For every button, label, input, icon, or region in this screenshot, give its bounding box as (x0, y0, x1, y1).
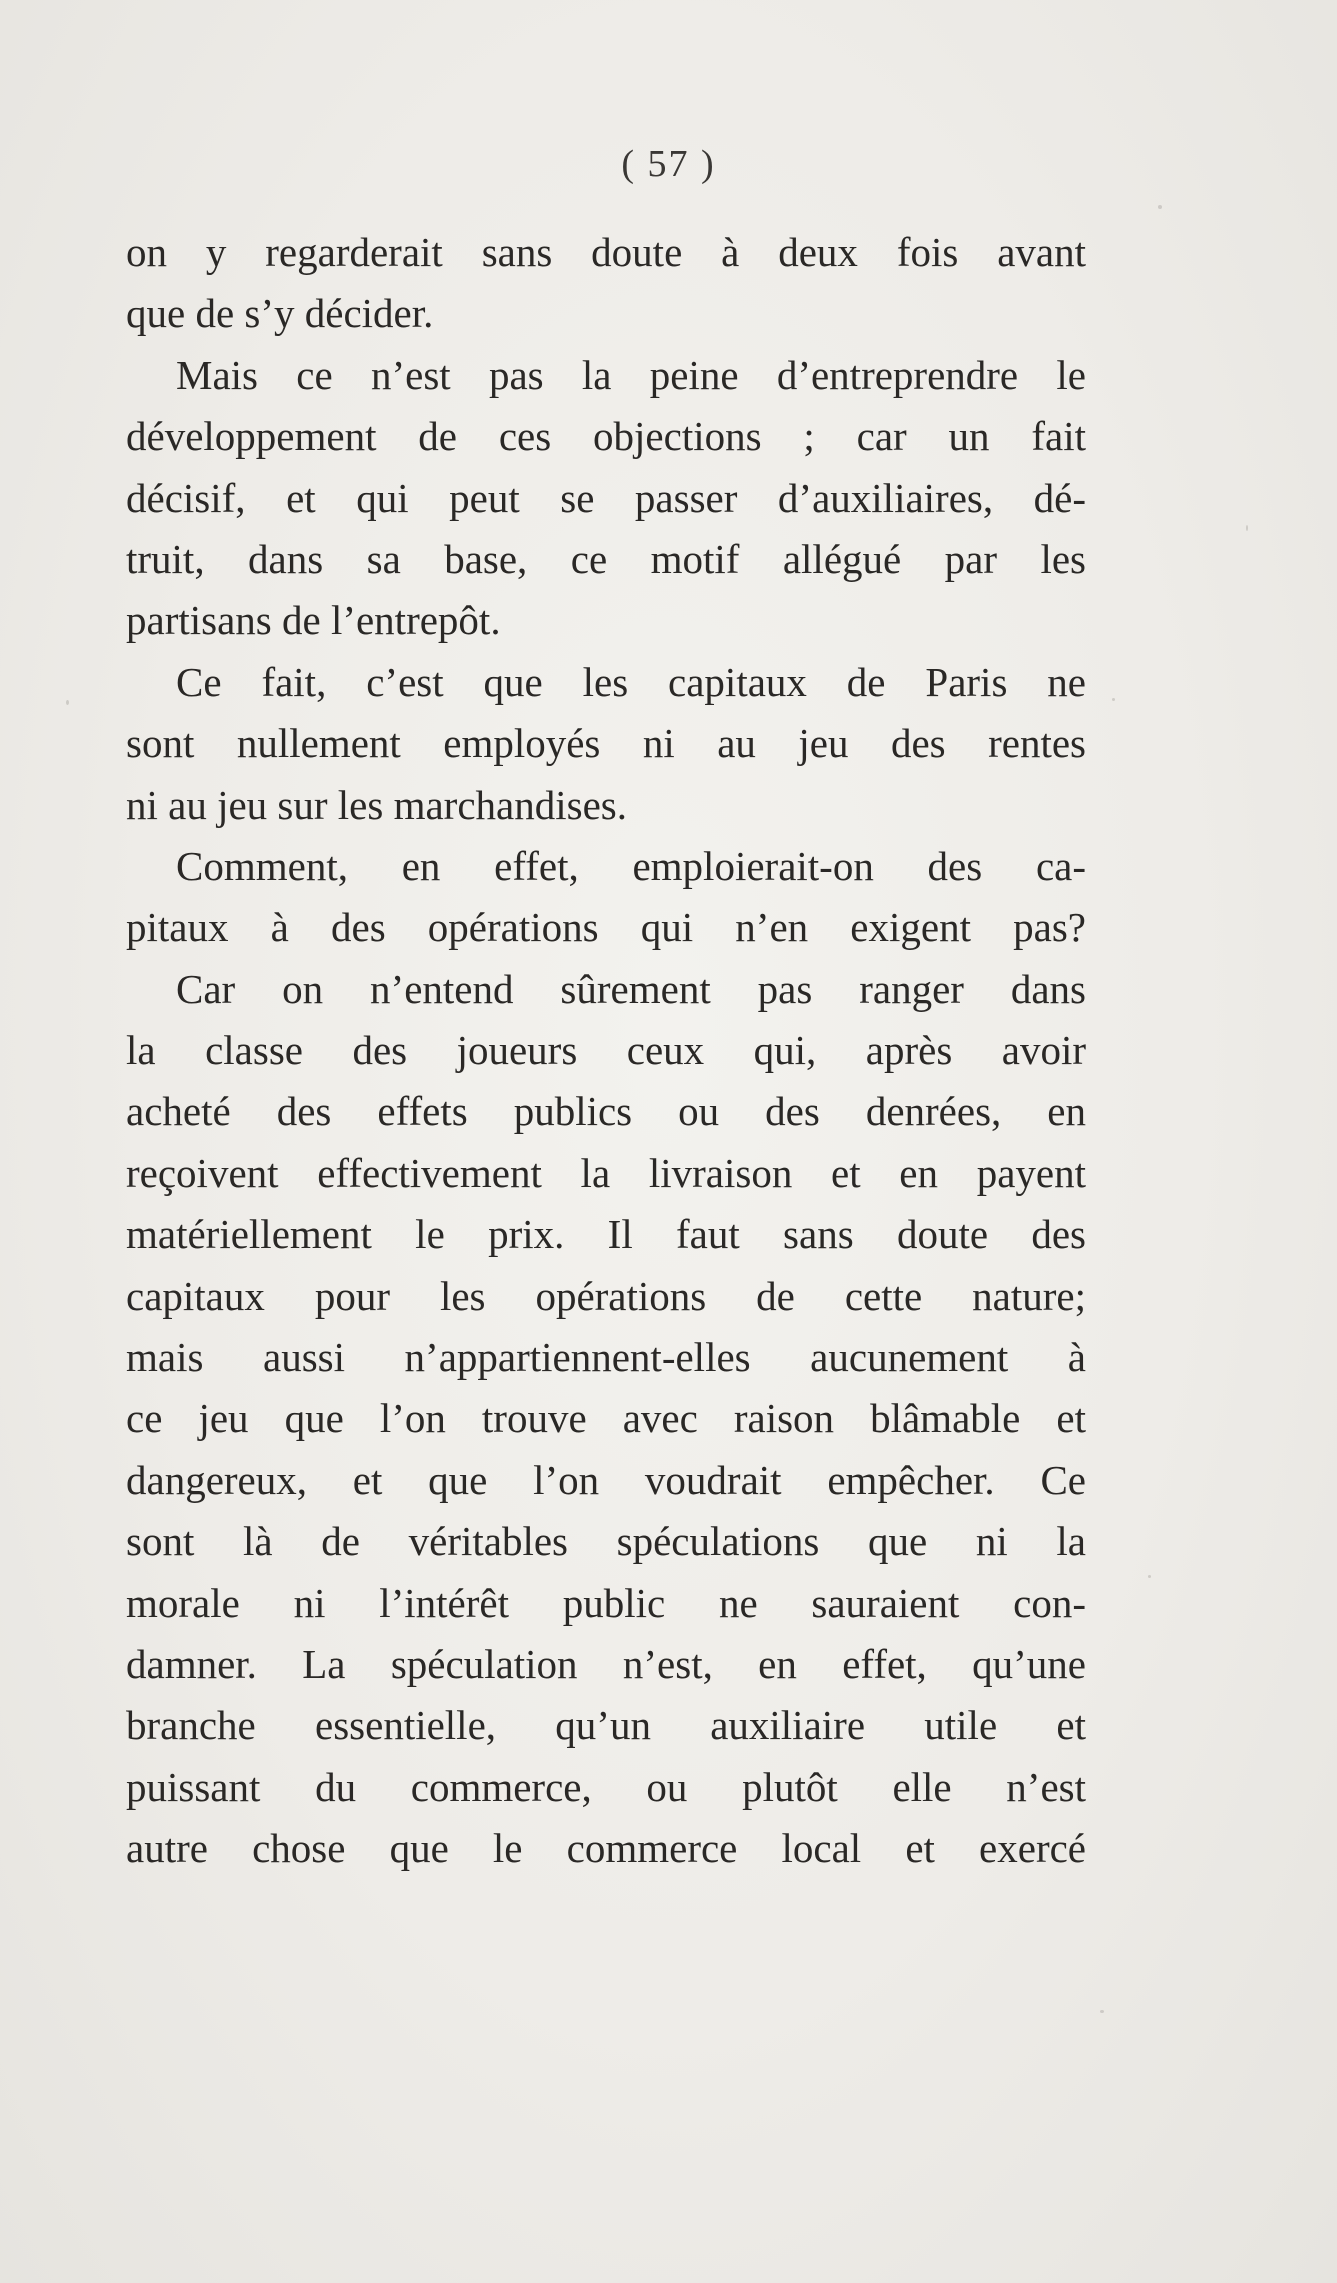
text-line: truit, dans sa base, ce motif allégué par les (126, 535, 1086, 582)
paragraph-start-line: Ce fait, c’est que les capitaux de Paris ne (176, 658, 1086, 705)
text-line: développement de ces objections ; car un fait (126, 413, 1086, 460)
text-line: mais aussi n’appartiennent-elles aucunement à (126, 1334, 1086, 1381)
text-line: sont là de véritables spéculations que ni la (126, 1518, 1086, 1565)
paper-speck (1148, 1575, 1151, 1578)
paper-speck (66, 700, 69, 705)
paragraph-start-line: Mais ce n’est pas la peine d’entreprendre le (176, 351, 1086, 398)
body-text (126, 222, 1086, 1880)
text-line: ni au jeu sur les marchandises. (126, 781, 627, 828)
text-line: partisans de l’entrepôt. (126, 597, 501, 644)
text-line: on y regarderait sans doute à deux fois avant (126, 229, 1086, 275)
text-line: puissant du commerce, ou plutôt elle n’est (126, 1763, 1086, 1810)
text-line: pitaux à des opérations qui n’en exigent pas? (126, 904, 1086, 951)
paragraph-start-line: Car on n’entend sûrement pas ranger dans (176, 965, 1086, 1012)
paper-speck (1112, 698, 1115, 701)
paper-speck (1100, 2010, 1104, 2013)
text-line: que de s’y décider. (126, 290, 434, 337)
text-line: dangereux, et que l’on voudrait empêcher. Ce (126, 1456, 1086, 1503)
text-line: matériellement le prix. Il faut sans doute des (126, 1211, 1086, 1258)
page-number: ( 57 ) (621, 143, 716, 185)
paper-speck (1246, 525, 1248, 531)
paragraph-start-line: Comment, en effet, emploierait-on des ca- (176, 842, 1086, 889)
text-line: reçoivent effectivement la livraison et en payent (126, 1149, 1086, 1196)
text-line: la classe des joueurs ceux qui, après avoir (126, 1027, 1086, 1074)
text-line: capitaux pour les opérations de cette nature; (126, 1272, 1086, 1319)
text-line: sont nullement employés ni au jeu des rentes (126, 720, 1086, 767)
text-line: morale ni l’intérêt public ne sauraient con- (126, 1579, 1086, 1626)
text-line: autre chose que le commerce local et exercé (126, 1825, 1086, 1872)
text-line: branche essentielle, qu’un auxiliaire utile et (126, 1702, 1086, 1749)
paper-speck (1158, 205, 1162, 209)
text-line: ce jeu que l’on trouve avec raison blâmable et (126, 1395, 1086, 1442)
text-line: damner. La spéculation n’est, en effet, qu’une (126, 1640, 1086, 1687)
text-line: décisif, et qui peut se passer d’auxiliaires, dé- (126, 474, 1086, 521)
text-line: acheté des effets publics ou des denrées, en (126, 1088, 1086, 1135)
